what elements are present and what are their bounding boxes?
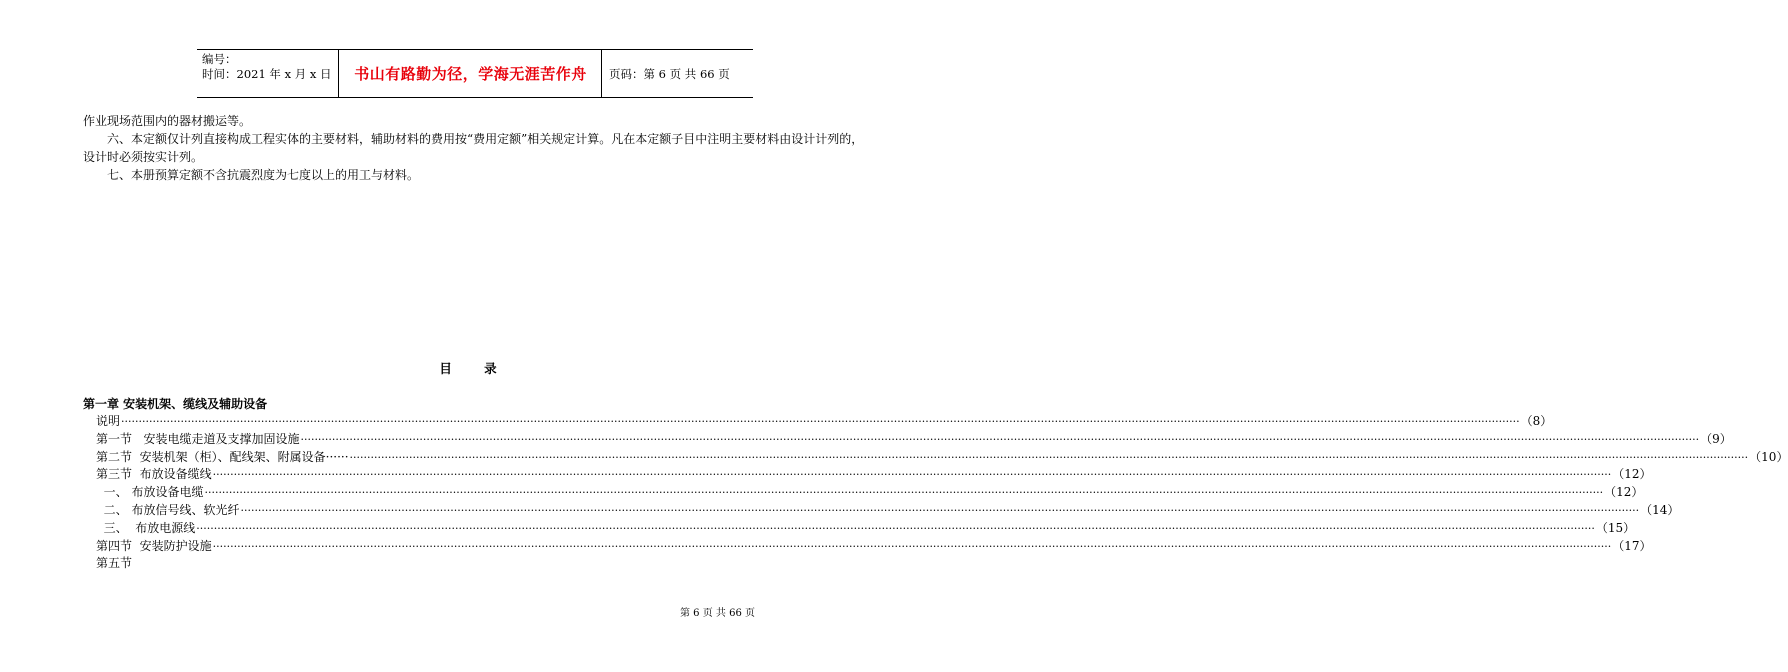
toc-entry-page: （14） [1640,503,1680,517]
toc-title: 目 录 [439,361,511,376]
toc-entry[interactable] [96,517,1636,535]
body-paragraphs [83,112,869,184]
toc-entry-page: （12） [1604,485,1644,500]
toc-entry-label: 一、 布放设备电缆 [96,485,204,500]
toc-entry-label: 二、 布放信号线、软光纤 [96,503,240,517]
toc-entry-label: 第三节 布放设备缆线 [96,467,212,482]
header-time: 时间：2021 年 x 月 x 日 [202,67,332,81]
toc-entry[interactable] [96,410,1553,428]
header-slogan: 书山有路勤为径，学海无涯苦作舟 [354,65,587,83]
toc-leader-dots: ················································································································································································································································································································································································································ [212,539,1612,553]
paragraph-3: 七、本册预算定额不含抗震烈度为七度以上的用工与材料。 [107,168,420,182]
toc-entry-label: 第二节 安装机架（柜）、配线架、附属设备······ [96,449,349,464]
toc-leader-dots: ················································································································································································································································································································································································································ [300,432,1700,446]
toc-entry-label: 第五节 [96,556,133,571]
page-footer: 第 6 页 共 66 页 [680,608,755,619]
toc-leader-dots: ················································································································································································································································································································································································································ [240,504,1640,517]
page-header [197,49,753,98]
toc-entry-label: 第四节 安装防护设施 [96,538,212,553]
toc-entry[interactable] [96,446,1788,464]
toc-entry[interactable] [96,535,1652,553]
toc-chapter-heading: 第一章 安装机架、缆线及辅助设备 [83,397,268,411]
toc-entry[interactable] [96,552,847,570]
toc-entry-label: 说明 [96,414,121,428]
toc-entry-page: （10） [1749,449,1788,464]
toc-leader-dots: ················································································································································································································································································································································································································ [349,450,1749,464]
toc-entry-label: 三、 布放电源线 [96,520,196,535]
toc-entry-page: （17） [1612,538,1652,553]
toc-leader-dots: ················································································································································································································································································································································································································ [204,486,1604,500]
toc-entry[interactable] [96,481,1644,500]
toc-entry[interactable] [96,428,1732,446]
header-divider [338,50,339,97]
toc-entry-label: 第一节 安装电缆走道及支撑加固设施 [96,431,300,446]
toc-entry-page: （12） [1612,467,1652,482]
toc-entry[interactable] [96,463,1652,482]
paragraph-1: 作业现场范围内的器材搬运等。 [83,114,252,128]
toc-entry-page: （9） [1700,431,1732,446]
header-divider [601,50,602,97]
toc-leader-dots: ················································································································································································································································································································································································································ [212,468,1612,482]
toc-leader-dots: ················································································································································································································································································································································································································ [121,415,1520,428]
toc-leader-dots: ················································································································································································································································································································································································································ [196,521,1595,535]
paragraph-2: 六、本定额仅计列直接构成工程实体的主要材料，辅助材料的费用按“费用定额”相关规定计算。凡在本定额子目中注明主要材料由设计计列的，设计时必须按实计列。 [83,132,864,164]
header-meta [202,52,332,82]
header-page-info: 页码：第 6 页 共 66 页 [609,66,730,81]
toc-entry-page: （15） [1595,520,1636,535]
toc-entry-page: （8） [1520,414,1553,428]
header-number: 编号： [202,52,237,66]
toc-entry[interactable] [96,499,1680,517]
